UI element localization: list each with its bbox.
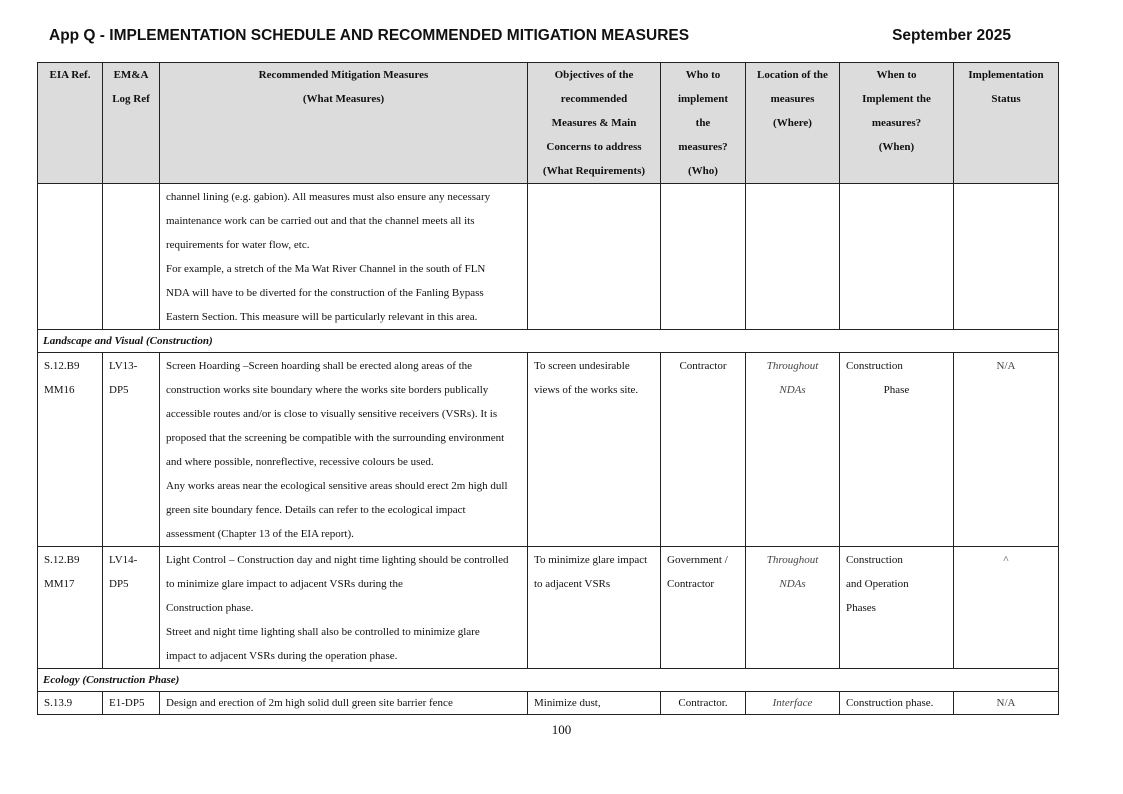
table-row: [38, 353, 1059, 547]
column-header-status: Implementation Status: [954, 63, 1059, 184]
column-header-who: Who to implement the measures? (Who): [661, 63, 746, 184]
table-row-continuation: [38, 184, 1059, 330]
cell-log-ref: [103, 184, 160, 330]
table-header-row: [38, 63, 1059, 184]
column-header-log-ref: EM&A Log Ref: [103, 63, 160, 184]
page-header: [49, 27, 1011, 49]
cell-log-ref: LV13- DP5: [103, 353, 160, 547]
cell-eia-ref: S.12.B9 MM16: [38, 353, 103, 547]
section-title: Ecology (Construction Phase): [38, 669, 1059, 692]
table-row: [38, 692, 1059, 715]
document-date: September 2025: [892, 27, 1011, 44]
column-header-objectives: Objectives of the recommended Measures & Main Concerns to address (What Requirements): [528, 63, 661, 184]
cell-who: Contractor.: [661, 692, 746, 715]
cell-objectives: [528, 184, 661, 330]
cell-status: ^: [954, 547, 1059, 669]
column-header-location: Location of the measures (Where): [746, 63, 840, 184]
cell-where: [746, 184, 840, 330]
column-header-when: When to Implement the measures? (When): [840, 63, 954, 184]
page-number: 100: [551, 722, 572, 737]
cell-eia-ref: S.12.B9 MM17: [38, 547, 103, 669]
cell-who: Contractor: [661, 353, 746, 547]
cell-where: Throughout NDAs: [746, 547, 840, 669]
column-header-eia-ref: EIA Ref.: [38, 63, 103, 184]
cell-measures: Design and erection of 2m high solid dull green site barrier fence: [160, 692, 528, 715]
cell-objectives: To minimize glare impact to adjacent VSRs: [528, 547, 661, 669]
cell-when: Construction Phase: [840, 353, 954, 547]
section-row-landscape-visual: [38, 330, 1059, 353]
cell-objectives: Minimize dust,: [528, 692, 661, 715]
cell-who: [661, 184, 746, 330]
cell-eia-ref: [38, 184, 103, 330]
cell-when: [840, 184, 954, 330]
table-row: [38, 547, 1059, 669]
cell-status: N/A: [954, 353, 1059, 547]
document-title: App Q - IMPLEMENTATION SCHEDULE AND RECOMMENDED MITIGATION MEASURES: [49, 27, 690, 44]
cell-when: Construction phase.: [840, 692, 954, 715]
section-title: Landscape and Visual (Construction): [38, 330, 1059, 353]
cell-who: Government / Contractor: [661, 547, 746, 669]
cell-objectives: To screen undesirable views of the works site.: [528, 353, 661, 547]
cell-when: Construction and Operation Phases: [840, 547, 954, 669]
cell-log-ref: LV14- DP5: [103, 547, 160, 669]
cell-measures: Screen Hoarding –Screen hoarding shall be erected along areas of the construction works site boundary where the works site borders publically accessible routes and/or is close to visually sensitive receivers (VSRs). It is proposed that the screening be compatible with the surrounding environment and where possible, nonreflective, recessive colours be used. Any works areas near the ecological sensitive areas should erect 2m high dull green site boundary fence. Details can refer to the ecological impact assessment (Chapter 13 of the EIA report).: [160, 353, 528, 547]
cell-log-ref: E1-DP5: [103, 692, 160, 715]
cell-measures: Light Control – Construction day and night time lighting should be controlled to minimize glare impact to adjacent VSRs during the Construction phase. Street and night time lighting shall also be controlled to minimize glare impact to adjacent VSRs during the operation phase.: [160, 547, 528, 669]
cell-eia-ref: S.13.9: [38, 692, 103, 715]
cell-status: [954, 184, 1059, 330]
cell-measures: channel lining (e.g. gabion). All measures must also ensure any necessary maintenance work can be carried out and that the channel meets all its requirements for water flow, etc. For example, a stretch of the Ma Wat River Channel in the south of FLN NDA will have to be diverted for the construction of the Fanling Bypass Eastern Section. This measure will be particularly relevant in this area.: [160, 184, 528, 330]
column-header-measures: Recommended Mitigation Measures (What Measures): [160, 63, 528, 184]
cell-status: N/A: [954, 692, 1059, 715]
cell-where: Throughout NDAs: [746, 353, 840, 547]
cell-where: Interface: [746, 692, 840, 715]
implementation-schedule-table: [37, 62, 1059, 715]
section-row-ecology: [38, 669, 1059, 692]
